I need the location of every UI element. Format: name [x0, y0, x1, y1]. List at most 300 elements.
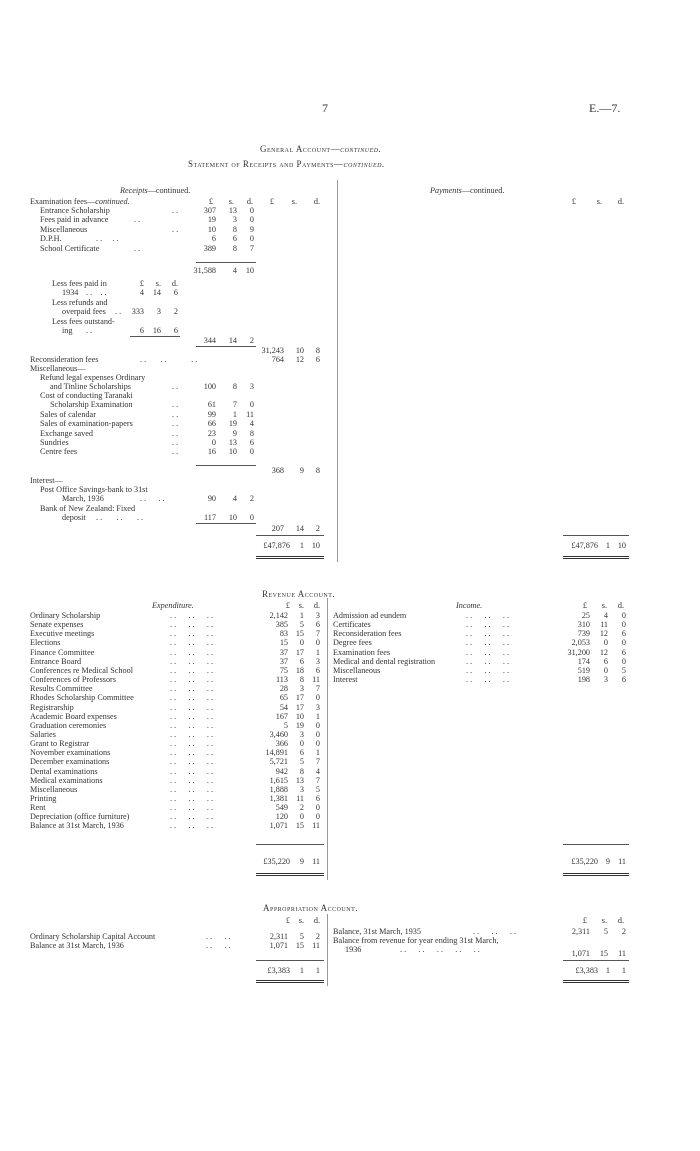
column-divider [337, 180, 338, 562]
lsd-shilling-header: s. [228, 197, 234, 206]
leader-dots: . . . . . . [170, 775, 213, 785]
expenditure-item-pounds: 2,142 [269, 611, 288, 620]
exam-item-shillings: 8 [232, 225, 237, 234]
interest-total-pence: 2 [315, 524, 320, 533]
misc-item-pounds: 16 [207, 447, 216, 457]
misc-item-label: Exchange saved [40, 428, 93, 438]
less-refunds-pounds: 333 [131, 307, 144, 316]
expenditure-item-pounds: 15 [279, 638, 288, 648]
column-divider [327, 914, 328, 986]
expenditure-item-shillings: 17 [295, 693, 304, 703]
expenditure-item-label: Printing [30, 794, 57, 803]
misc-item-shillings: 10 [228, 447, 237, 457]
lsd-shilling-header: s. [596, 197, 602, 206]
exam-item-pence: 0 [249, 206, 254, 215]
income-item-pounds: 25 [581, 611, 590, 620]
leader-dots: . . . . . . [170, 748, 213, 758]
column-divider [327, 598, 328, 880]
bnz-shillings: 10 [228, 513, 237, 522]
expenditure-item-label: Rent [30, 803, 46, 813]
leader-dots: . . [172, 438, 179, 447]
exam-item-pounds: 10 [207, 225, 216, 234]
interest-label: Interest— [30, 476, 63, 485]
expenditure-item-pounds: 385 [275, 620, 288, 630]
expenditure-item-pounds: 1,888 [269, 784, 288, 794]
revenue-account-title: Revenue Account. [262, 589, 336, 599]
expenditure-item-pounds: 942 [275, 766, 288, 776]
income-item-pence: 0 [621, 620, 626, 630]
expenditure-item-pence: 3 [315, 702, 320, 712]
payments-total-shillings: 1 [605, 541, 610, 550]
exam-item-pounds: 307 [203, 206, 216, 215]
expenditure-item-label: Conferences re Medical School [30, 665, 133, 675]
expenditure-item-pounds: 3,460 [269, 729, 288, 739]
exam-item-pence: 0 [249, 234, 254, 243]
misc-item-pence: 3 [249, 382, 254, 391]
income-item-shillings: 12 [599, 629, 608, 639]
less-total-rule [196, 346, 256, 347]
expenditure-item-pence: 5 [315, 784, 320, 794]
income-item-label: Medical and dental registration [333, 656, 436, 666]
less-outstanding-pounds: 6 [139, 326, 144, 335]
leader-dots: . . . . . . [170, 675, 213, 685]
total-rule [563, 960, 629, 961]
total-rule [256, 535, 324, 536]
leader-dots: . . . . . . [466, 620, 509, 630]
page-number: 7 [322, 101, 328, 115]
leader-dots: . . . . . . [170, 656, 213, 666]
income-item-pence: 0 [621, 638, 626, 648]
misc-item-pence: 8 [249, 428, 254, 438]
income-item-shillings: 6 [603, 656, 608, 666]
expenditure-item-pounds: 549 [275, 803, 288, 813]
leader-dots: . . . . . . [170, 757, 213, 767]
misc-item-shillings: 1 [232, 409, 237, 419]
exam-subtotal-shillings: 4 [232, 266, 237, 275]
leader-dots: . . [172, 409, 179, 419]
exam-net-pence: 8 [315, 346, 320, 355]
expenditure-item-shillings: 8 [299, 675, 304, 685]
leader-dots: . . . . [96, 234, 119, 243]
misc-item-label: Sales of examination-papers [40, 419, 133, 429]
expenditure-item-label: Results Committee [30, 684, 93, 694]
bnz-pence: 0 [249, 513, 254, 522]
misc-item-pounds: 99 [207, 409, 216, 419]
lsd-pound-header: £ [582, 916, 587, 925]
expenditure-item-label: Grant to Registrar [30, 739, 90, 749]
expenditure-item-pounds: 1,381 [269, 794, 288, 803]
interest-total-shillings: 14 [295, 524, 304, 533]
expenditure-item-pounds: 65 [279, 693, 288, 703]
leader-dots: . . . . . . [170, 693, 213, 703]
leader-dots: . . . . . . [466, 611, 509, 620]
total-double-rule [256, 556, 324, 559]
lsd-shilling-header: s. [155, 279, 161, 288]
expenditure-item-shillings: 5 [299, 620, 304, 630]
less-1934-shillings: 14 [152, 288, 161, 297]
leader-dots: . . . . . . [466, 656, 509, 666]
approp-right-label-2: 1936 [345, 945, 362, 954]
approp-left-total-pence: 1 [315, 966, 320, 975]
leader-dots: . . . . . . [473, 927, 516, 936]
leader-dots: . . [172, 206, 179, 215]
miscellaneous-label: Miscellaneous— [30, 364, 86, 373]
lsd-pence-header: d. [617, 197, 624, 206]
total-rule [563, 535, 629, 536]
approp-left-pence: 2 [315, 932, 320, 941]
leader-dots: . . . . . . [170, 638, 213, 648]
approp-right-shillings: 15 [599, 949, 608, 958]
misc-item-label: Cost of conducting Taranaki [40, 391, 133, 401]
expenditure-item-shillings: 17 [295, 647, 304, 657]
misc-item-pounds: 66 [207, 419, 216, 429]
misc-total-pounds: 368 [271, 466, 284, 475]
expenditure-item-label: Entrance Board [30, 656, 82, 666]
misc-item-pounds: 23 [207, 428, 216, 438]
leader-dots: . . . . . . [170, 794, 213, 803]
leader-dots: . . . . . . [466, 647, 509, 657]
lsd-pound-header: £ [285, 601, 290, 610]
expenditure-item-shillings: 2 [299, 803, 304, 813]
leader-dots: . . . . . . [170, 711, 213, 721]
page-reference: E.—7. [589, 101, 621, 115]
exam-item-label: School Certificate [40, 244, 100, 253]
expenditure-item-pence: 0 [315, 720, 320, 730]
expenditure-item-pence: 6 [315, 665, 320, 675]
expenditure-item-pounds: 75 [279, 665, 288, 675]
receipts-total-pence: 10 [311, 541, 320, 550]
receipts-heading: Receipts—continued. [120, 186, 191, 195]
total-double-rule [563, 873, 629, 876]
payments-total-pounds: £47,876 [571, 541, 598, 550]
leader-dots: . . . . . . [96, 513, 144, 522]
bnz-pounds: 117 [204, 513, 216, 522]
approp-left-shillings: 15 [295, 941, 304, 950]
approp-right-total-pence: 1 [621, 966, 626, 975]
misc-item-pounds: 61 [207, 400, 216, 410]
leader-dots: . . . . . . [170, 629, 213, 639]
approp-right-pounds: 2,311 [571, 927, 590, 936]
exam-net-pounds: 31,243 [261, 346, 284, 355]
expenditure-item-label: Graduation ceremonies [30, 720, 107, 730]
approp-left-total-pounds: £3,383 [267, 966, 290, 975]
expenditure-item-label: Elections [30, 638, 61, 648]
interest-rule [196, 523, 256, 524]
exam-item-shillings: 13 [228, 206, 237, 215]
expenditure-item-label: Medical examinations [30, 775, 103, 785]
expenditure-item-shillings: 5 [299, 757, 304, 767]
income-item-shillings: 3 [603, 675, 608, 685]
less-outstanding-label: Less fees outstand- [52, 317, 115, 326]
leader-dots: . . . . . . [170, 684, 213, 694]
reconsideration-fees-shillings: 12 [295, 355, 304, 364]
expenditure-item-shillings: 11 [296, 794, 304, 803]
lsd-pence-header: d. [313, 197, 320, 206]
approp-right-shillings: 5 [603, 927, 608, 936]
exam-item-label: D.P.H. [40, 234, 62, 243]
expenditure-item-pounds: 37 [279, 656, 288, 666]
interest-total-pounds: 207 [271, 524, 284, 533]
exam-item-pence: 9 [249, 225, 254, 234]
total-double-rule [563, 980, 629, 983]
misc-item-pounds: 0 [211, 438, 216, 447]
leader-dots: . . [134, 244, 141, 253]
income-total-pounds: £35,220 [571, 857, 598, 866]
post-office-label-2: March, 1936 [62, 494, 104, 503]
expenditure-item-pence: 0 [315, 812, 320, 822]
exam-item-pounds: 19 [207, 215, 216, 224]
less-rule [130, 336, 180, 337]
expenditure-item-pounds: 120 [275, 812, 288, 822]
exam-item-label: Fees paid in advance [40, 215, 109, 224]
payments-total-pence: 10 [617, 541, 626, 550]
lsd-shilling-header: s. [291, 197, 297, 206]
lsd-shilling-header: s. [601, 916, 607, 925]
misc-item-pence: 0 [249, 400, 254, 410]
leader-dots: . . . . . . [170, 702, 213, 712]
expenditure-item-shillings: 1 [299, 611, 304, 620]
misc-item-shillings: 8 [232, 382, 237, 391]
expenditure-item-shillings: 13 [295, 775, 304, 785]
expenditure-item-label: Senate expenses [30, 620, 84, 630]
receipts-total-shillings: 1 [299, 541, 304, 550]
misc-item-pence: 0 [249, 447, 254, 457]
leader-dots: . . . . . . [170, 784, 213, 794]
expenditure-item-shillings: 18 [295, 665, 304, 675]
exam-subtotal-pounds: 31,588 [193, 266, 216, 275]
leader-dots: . . . . [140, 494, 165, 503]
lsd-pence-header: d. [617, 916, 624, 925]
leader-dots: . . . . . . [466, 665, 509, 675]
expenditure-item-label: November examinations [30, 748, 111, 758]
income-item-shillings: 0 [603, 638, 608, 648]
lsd-pence-header: d. [313, 601, 320, 610]
expenditure-total-shillings: 9 [299, 857, 304, 866]
expenditure-item-shillings: 3 [299, 729, 304, 739]
income-item-pounds: 174 [577, 656, 590, 666]
expenditure-item-shillings: 6 [299, 656, 304, 666]
misc-item-label-2: Scholarship Examination [50, 400, 133, 410]
expenditure-item-pence: 0 [315, 638, 320, 648]
lsd-pound-header: £ [285, 916, 290, 925]
leader-dots: . . . . . . [170, 620, 213, 630]
expenditure-item-pence: 7 [315, 629, 320, 639]
expenditure-total-pence: 11 [312, 857, 320, 866]
expenditure-item-pounds: 167 [275, 711, 288, 721]
expenditure-item-shillings: 10 [295, 711, 304, 721]
expenditure-item-label: Executive meetings [30, 629, 95, 639]
approp-left-label: Ordinary Scholarship Capital Account [30, 932, 156, 941]
lsd-pence-header: d. [246, 197, 253, 206]
expenditure-item-pence: 0 [315, 729, 320, 739]
leader-dots: . . . . . . [170, 611, 213, 620]
income-item-label: Degree fees [333, 638, 372, 648]
less-outstanding-label-2: ing [62, 326, 73, 335]
expenditure-heading: Expenditure. [152, 601, 194, 610]
expenditure-item-shillings: 15 [295, 821, 304, 831]
expenditure-item-pence: 6 [315, 794, 320, 803]
lsd-pound-header: £ [571, 197, 576, 206]
income-item-label: Interest [333, 675, 358, 685]
approp-left-pounds: 2,311 [269, 932, 288, 941]
lsd-shilling-header: s. [298, 916, 304, 925]
less-1934-pounds: 4 [139, 288, 144, 297]
lsd-pence-header: d. [617, 601, 624, 610]
expenditure-item-pence: 1 [315, 748, 320, 758]
income-item-label: Certificates [333, 620, 371, 630]
expenditure-item-pence: 3 [315, 611, 320, 620]
income-item-pounds: 519 [577, 665, 590, 675]
expenditure-item-label: Ordinary Scholarship [30, 611, 101, 620]
leader-dots: . . . . [86, 288, 107, 297]
misc-item-shillings: 13 [228, 438, 237, 447]
exam-item-pounds: 389 [203, 244, 216, 253]
misc-item-pence: 11 [246, 409, 254, 419]
income-item-label: Miscellaneous [333, 665, 381, 675]
approp-left-shillings: 5 [299, 932, 304, 941]
expenditure-item-pounds: 1,071 [269, 821, 288, 831]
expenditure-item-pence: 0 [315, 739, 320, 749]
lsd-shilling-header: s. [601, 601, 607, 610]
expenditure-item-pounds: 5,721 [269, 757, 288, 767]
leader-dots: . . [172, 400, 179, 410]
misc-item-pence: 4 [249, 419, 254, 429]
leader-dots: . . [115, 307, 122, 316]
approp-right-pence: 11 [618, 949, 626, 958]
less-total-pence: 2 [249, 336, 254, 345]
exam-net-shillings: 10 [295, 346, 304, 355]
receipts-total-pounds: £47,876 [263, 541, 290, 550]
reconsideration-fees-label: Reconsideration fees [30, 355, 99, 364]
expenditure-item-label: Conferences of Professors [30, 675, 116, 685]
expenditure-item-pounds: 1,615 [269, 775, 288, 785]
expenditure-item-label: Miscellaneous [30, 784, 78, 794]
total-rule [563, 844, 629, 845]
income-item-pounds: 310 [577, 620, 590, 630]
leader-dots: . . . . . . [170, 647, 213, 657]
leader-dots: . . . . . . [170, 729, 213, 739]
exam-item-label: Entrance Scholarship [40, 206, 110, 215]
reconsideration-fees-pounds: 764 [271, 355, 284, 364]
misc-item-pence: 6 [249, 438, 254, 447]
subtotal-rule [196, 262, 256, 263]
leader-dots: . . . . . . [170, 720, 213, 730]
expenditure-item-shillings: 6 [299, 748, 304, 758]
expenditure-item-pence: 1 [315, 711, 320, 721]
lsd-pence-header: d. [171, 279, 178, 288]
expenditure-item-label: Finance Committee [30, 647, 95, 657]
income-item-shillings: 11 [600, 620, 608, 630]
leader-dots: . . [172, 447, 179, 457]
expenditure-item-pounds: 37 [279, 647, 288, 657]
post-office-pence: 2 [249, 494, 254, 503]
lsd-pound-header: £ [208, 197, 213, 206]
approp-right-label: Balance from revenue for year ending 31st March, [333, 936, 499, 945]
exam-subtotal-pence: 10 [245, 266, 254, 275]
expenditure-total-pounds: £35,220 [263, 857, 290, 866]
exam-item-pounds: 6 [211, 234, 216, 243]
approp-right-pounds: 1,071 [571, 949, 590, 958]
misc-item-label: Sundries [40, 438, 69, 447]
expenditure-item-shillings: 15 [295, 629, 304, 639]
expenditure-item-shillings: 17 [295, 702, 304, 712]
approp-right-pence: 2 [621, 927, 626, 936]
expenditure-item-shillings: 19 [295, 720, 304, 730]
less-refunds-label: Less refunds and [52, 298, 108, 307]
expenditure-item-pounds: 113 [276, 675, 288, 685]
approp-left-total-shillings: 1 [299, 966, 304, 975]
less-outstanding-shillings: 16 [152, 326, 161, 335]
income-item-pence: 6 [621, 647, 626, 657]
income-item-pence: 0 [621, 611, 626, 620]
income-item-shillings: 4 [603, 611, 608, 620]
exam-item-label: Miscellaneous [40, 225, 88, 234]
approp-left-pence: 11 [312, 941, 320, 950]
lsd-pound-header: £ [139, 279, 144, 288]
income-item-label: Reconsideration fees [333, 629, 402, 639]
expenditure-item-pounds: 83 [279, 629, 288, 639]
exam-fees-label: Examination fees—continued. [30, 197, 130, 206]
less-refunds-pence: 2 [173, 307, 178, 316]
misc-total-shillings: 9 [299, 466, 304, 475]
misc-item-label: Sales of calendar [40, 409, 96, 419]
misc-total-pence: 8 [315, 466, 320, 475]
exam-item-pence: 0 [249, 215, 254, 224]
less-1934-pence: 6 [173, 288, 178, 297]
expenditure-item-pence: 1 [315, 647, 320, 657]
less-total-pounds: 344 [203, 336, 216, 345]
misc-rule [196, 465, 256, 466]
leader-dots: . . [172, 225, 179, 234]
leader-dots: . . . . . . [170, 739, 213, 749]
expenditure-item-pence: 0 [315, 693, 320, 703]
less-total-shillings: 14 [228, 336, 237, 345]
post-office-shillings: 4 [232, 494, 237, 503]
leader-dots: . . . . . . [170, 812, 213, 822]
leader-dots: . . . . [206, 941, 231, 950]
total-rule [256, 844, 324, 845]
leader-dots: . . [86, 326, 93, 335]
expenditure-item-label: Registrarship [30, 702, 74, 712]
expenditure-item-pence: 3 [315, 656, 320, 666]
expenditure-item-pence: 11 [312, 821, 320, 831]
post-office-label: Post Office Savings-bank to 31st [40, 485, 148, 494]
income-item-pence: 6 [621, 629, 626, 639]
income-item-pounds: 2,053 [571, 638, 590, 648]
income-item-shillings: 0 [603, 665, 608, 675]
expenditure-item-pence: 6 [315, 620, 320, 630]
lsd-shilling-header: s. [298, 601, 304, 610]
expenditure-item-label: Salaries [30, 729, 56, 739]
income-item-pence: 0 [621, 656, 626, 666]
general-account-title: General Account—continued. [260, 144, 382, 154]
expenditure-item-shillings: 0 [299, 739, 304, 749]
income-total-shillings: 9 [605, 857, 610, 866]
income-item-label: Examination fees [333, 647, 391, 657]
leader-dots: . . . . . . [170, 766, 213, 776]
leader-dots: . . . . . . [466, 629, 509, 639]
bnz-label: Bank of New Zealand: Fixed [40, 504, 136, 513]
approp-right-label: Balance, 31st March, 1935 [333, 927, 421, 936]
exam-item-shillings: 6 [232, 234, 237, 243]
leader-dots: . . [172, 419, 179, 429]
post-office-pounds: 90 [207, 494, 216, 503]
expenditure-item-shillings: 0 [299, 638, 304, 648]
expenditure-item-pence: 0 [315, 803, 320, 813]
leader-dots: . . . . . . [466, 638, 509, 648]
misc-item-shillings: 19 [228, 419, 237, 429]
expenditure-item-label: Academic Board expenses [30, 711, 117, 721]
